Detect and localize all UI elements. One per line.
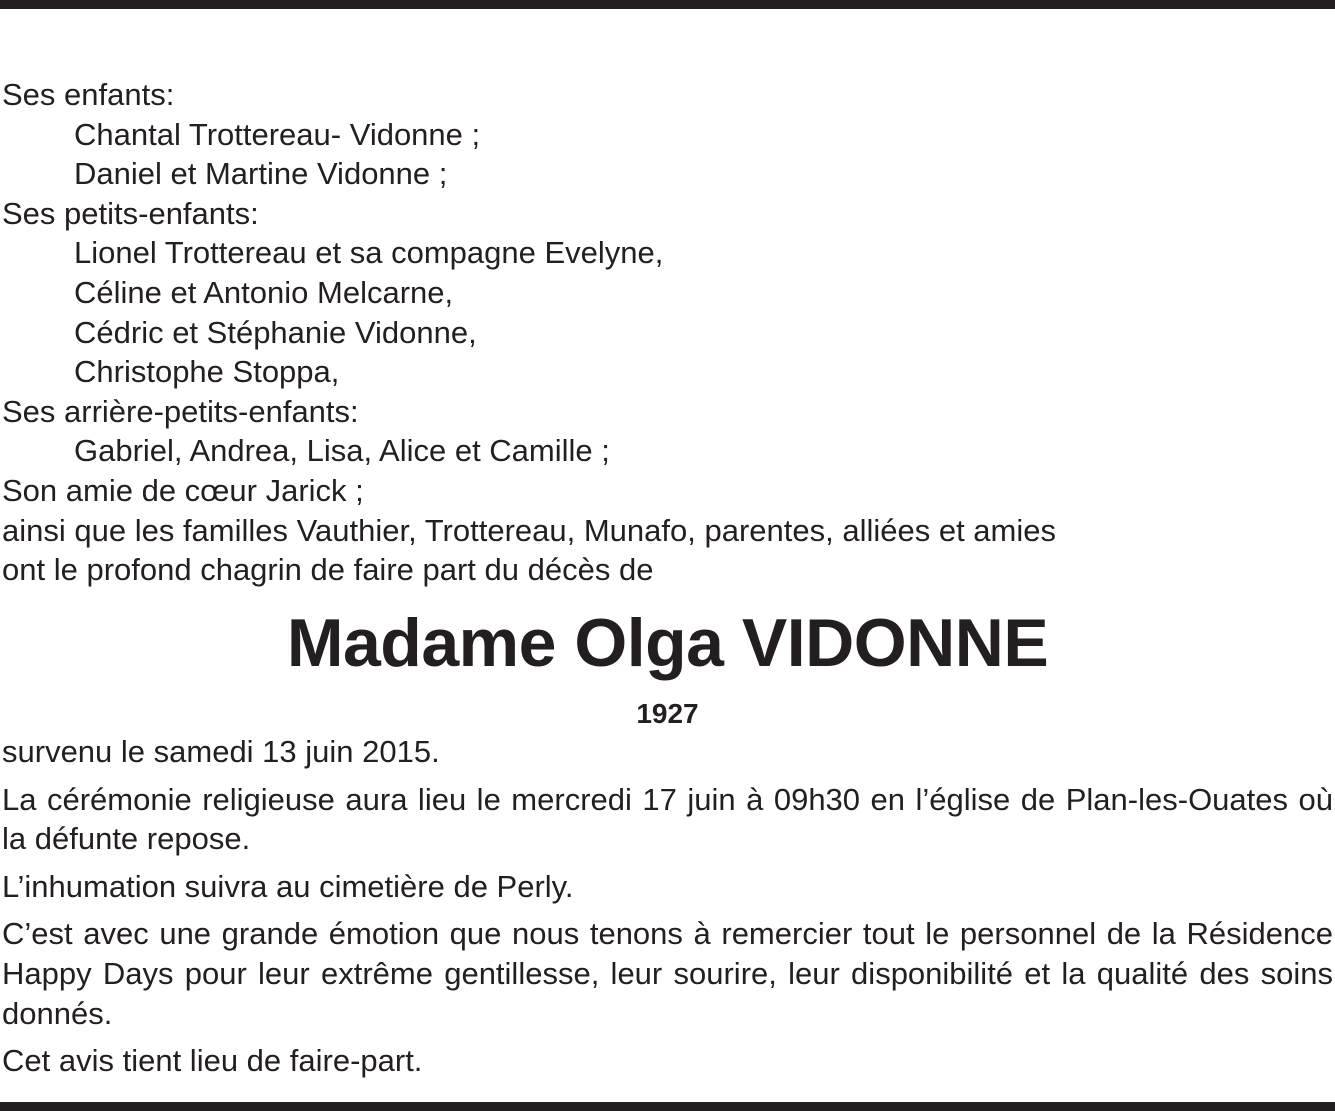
deceased-year: 1927 [636, 698, 699, 729]
friend-line: Son amie de cœur Jarick ; [2, 472, 364, 508]
great-grandchildren-names: Gabriel, Andrea, Lisa, Alice et Camille ; [74, 433, 610, 469]
grandchild-name: Céline et Antonio Melcarne, [74, 274, 454, 310]
bottom-rule [0, 1102, 1335, 1111]
top-rule [0, 0, 1335, 9]
grandchild-name: Christophe Stoppa, [74, 354, 340, 390]
ceremony-info: La cérémonie religieuse aura lieu le mercredi 17 juin à 09h30 en l’église de Plan-les-Ouates où la défunte repose. [2, 781, 1333, 857]
grandchild-name: Lionel Trottereau et sa compagne Evelyne, [74, 235, 664, 271]
grandchildren-heading: Ses petits-enfants: [2, 195, 259, 231]
child-name: Daniel et Martine Vidonne ; [74, 156, 448, 192]
great-grandchildren-heading: Ses arrière-petits-enfants: [2, 393, 359, 429]
closing-line: Cet avis tient lieu de faire-part. [2, 1043, 423, 1079]
notice-details [2, 732, 1333, 1089]
grandchild-name: Cédric et Stéphanie Vidonne, [74, 314, 477, 350]
families-line: ainsi que les familles Vauthier, Trottereau, Munafo, parentes, alliées et amies [2, 512, 1056, 548]
children-heading: Ses enfants: [2, 77, 175, 112]
thanks-paragraph: C’est avec une grande émotion que nous tenons à remercier tout le personnel de la Résidence Happy Days pour leur extrême gentillesse, leur sourire, leur disponibilité et la qualité des soins donnés. [2, 916, 1333, 1031]
family-list [2, 75, 1333, 590]
burial-info: L’inhumation suivra au cimetière de Perly. [2, 868, 574, 904]
deceased-name: Madame Olga VIDONNE [286, 605, 1049, 681]
announcement-line: ont le profond chagrin de faire part du décès de [2, 552, 654, 588]
death-date: survenu le samedi 13 juin 2015. [2, 734, 440, 769]
child-name: Chantal Trottereau- Vidonne ; [74, 116, 481, 152]
